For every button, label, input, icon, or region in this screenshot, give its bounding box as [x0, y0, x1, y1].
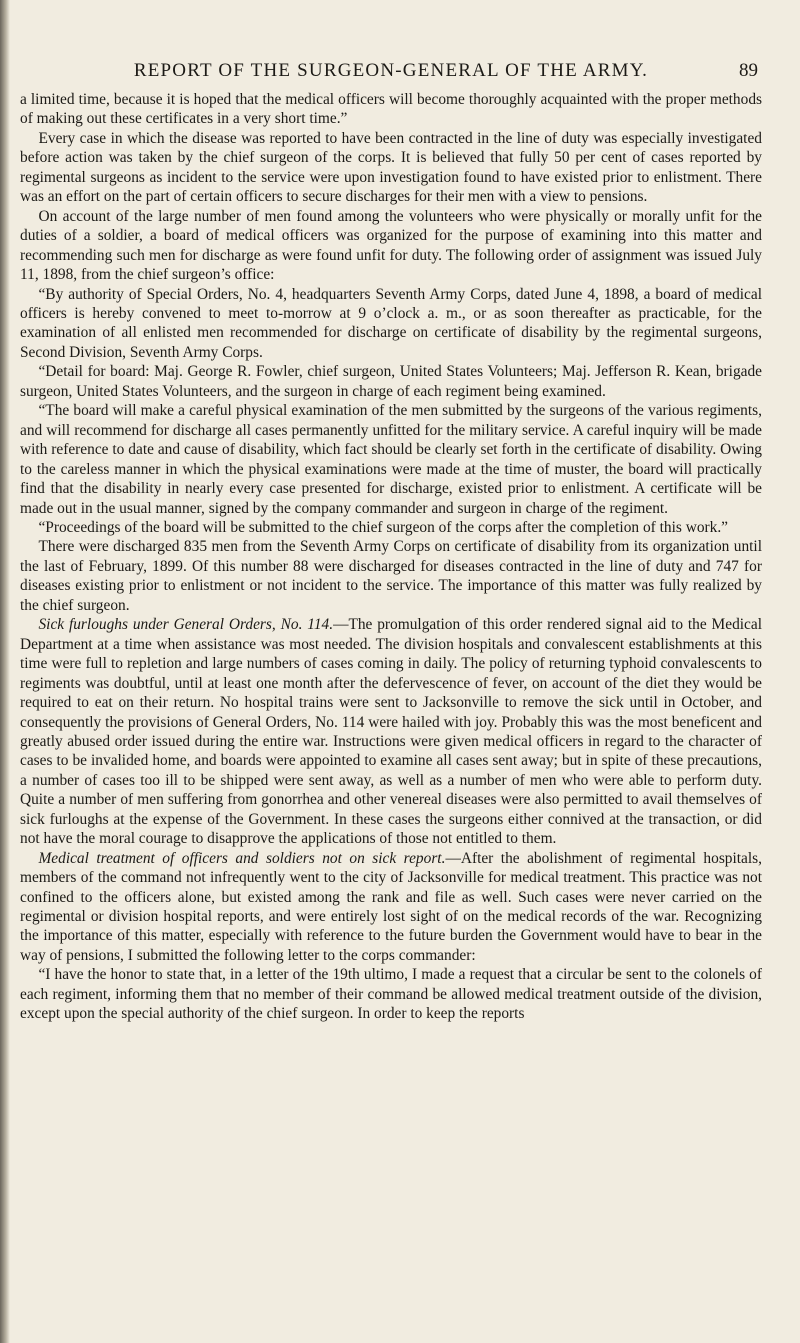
section-sidehead: Medical treatment of officers and soldiers not on sick report. [38, 849, 446, 867]
running-head: REPORT OF THE SURGEON-GENERAL OF THE ARMY. [133, 60, 649, 81]
section-text: —After the abolishment of regimental hospitals, members of the command not infrequently went to the city of Jacksonville for medical treatment. This practice was not confined to the officers alone, but existed among the rank and file as well. Such cases were never carried on the regimental or division hospital reports, and were entirely lost sight of on the medical records of the war. Recognizing the importance of this matter, especially with reference to the future burden the Government would have to bear in the way of pensions, I submitted the following letter to the corps commander: [20, 849, 762, 964]
paragraph: On account of the large number of men found among the volunteers who were physically or morally unfit for the duties of a soldier, a board of medical officers was organized for the purpose of examining into this matter and recommending such men for discharge as were found unfit for duty. The following order of assignment was issued July 11, 1898, from the chief surgeon’s office: [20, 207, 762, 284]
quoted-paragraph: “I have the honor to state that, in a letter of the 19th ultimo, I made a request that a circular be sent to the colonels of each regiment, informing them that no member of their command be allowed medical treatment outside of the division, except upon the special authority of the chief surgeon. In order to keep the reports [20, 966, 762, 1023]
paragraph: Every case in which the disease was reported to have been contracted in the line of duty was especially investigated before action was taken by the chief surgeon of the corps. It is believed that fully 50 per cent of cases reported by regimental surgeons as incident to the service were upon investigation found to have existed prior to enlistment. There was an effort on the part of certain officers to secure discharges for their men with a view to pensions. [20, 129, 762, 206]
paragraph: a limited time, because it is hoped that the medical officers will become thoroughly acquainted with the proper methods of making out these certificates in a very short time.” [20, 91, 762, 128]
section-text: —The promulgation of this order rendered signal aid to the Medical Department at a time when assistance was most needed. The division hospitals and convalescent establishments at this time were full to repletion and large numbers of cases coming in daily. The policy of returning typhoid convalescents to regiments was doubtful, until at least one month after the defervescence of fever, on account of the diet they would be required to eat on their return. No hospital trains were sent to Jacksonville to remove the sick until in October, and consequently the provisions of General Orders, No. 114 were hailed with joy. Probably this was the most beneficent and greatly abused order issued during the entire war. Instructions were given medical officers in regard to the character of cases to be invalided home, and boards were appointed to examine all cases sent away; but in spite of these precautions, a number of cases too ill to be shipped were sent away, as well as a number of men who were able to perform duty. Quite a number of men suffering from gonorrhea and other venereal diseases were also permitted to avail themselves of sick furloughs at the expense of the Government. In these cases the surgeons either connived at the transaction, or did not have the moral courage to disapprove the applications of those not entitled to them. [20, 616, 762, 848]
page-number: 89 [739, 60, 758, 81]
quoted-paragraph: “The board will make a careful physical examination of the men submitted by the surgeons of the various regiments, and will recommend for discharge all cases permanently unfitted for the military service. A careful inquiry will be made with reference to date and cause of disability, which fact should be clearly set forth in the certificate of disability. Owing to the careless manner in which the physical examinations were made at the time of muster, the board will practically find that the disability in nearly every case presented for discharge, existed prior to enlistment. A certificate will be made out in the usual manner, signed by the company commander and surgeon in charge of the regiment. [20, 402, 762, 517]
quoted-paragraph: “Proceedings of the board will be submitted to the chief surgeon of the corps after the completion of this work.” [38, 518, 729, 536]
section-sidehead: Sick furloughs under General Orders, No. 114. [38, 616, 334, 634]
quoted-paragraph: “By authority of Special Orders, No. 4, headquarters Seventh Army Corps, dated June 4, 1898, a board of medical officers is hereby convened to meet to-morrow at 9 o’clock a. m., or as soon thereafter as practicable, for the examination of all enlisted men recommended for discharge on certificate of disability by the regimental surgeons, Second Division, Seventh Army Corps. [20, 285, 762, 361]
body-text [20, 90, 762, 1024]
paragraph: There were discharged 835 men from the Seventh Army Corps on certificate of disability from its organization until the last of February, 1899. Of this number 88 were discharged for diseases contracted in the line of duty and 747 for diseases existing prior to enlistment or not incident to the service. The importance of this matter was fully realized by the chief surgeon. [20, 538, 762, 614]
section-paragraph [20, 615, 762, 848]
page-header [20, 54, 762, 88]
section-paragraph [20, 849, 762, 966]
quoted-paragraph: “Detail for board: Maj. George R. Fowler, chief surgeon, United States Volunteers; Maj. Jefferson R. Kean, brigade surgeon, United States Volunteers, and the surgeon in charge of each regiment being examined. [20, 363, 762, 400]
